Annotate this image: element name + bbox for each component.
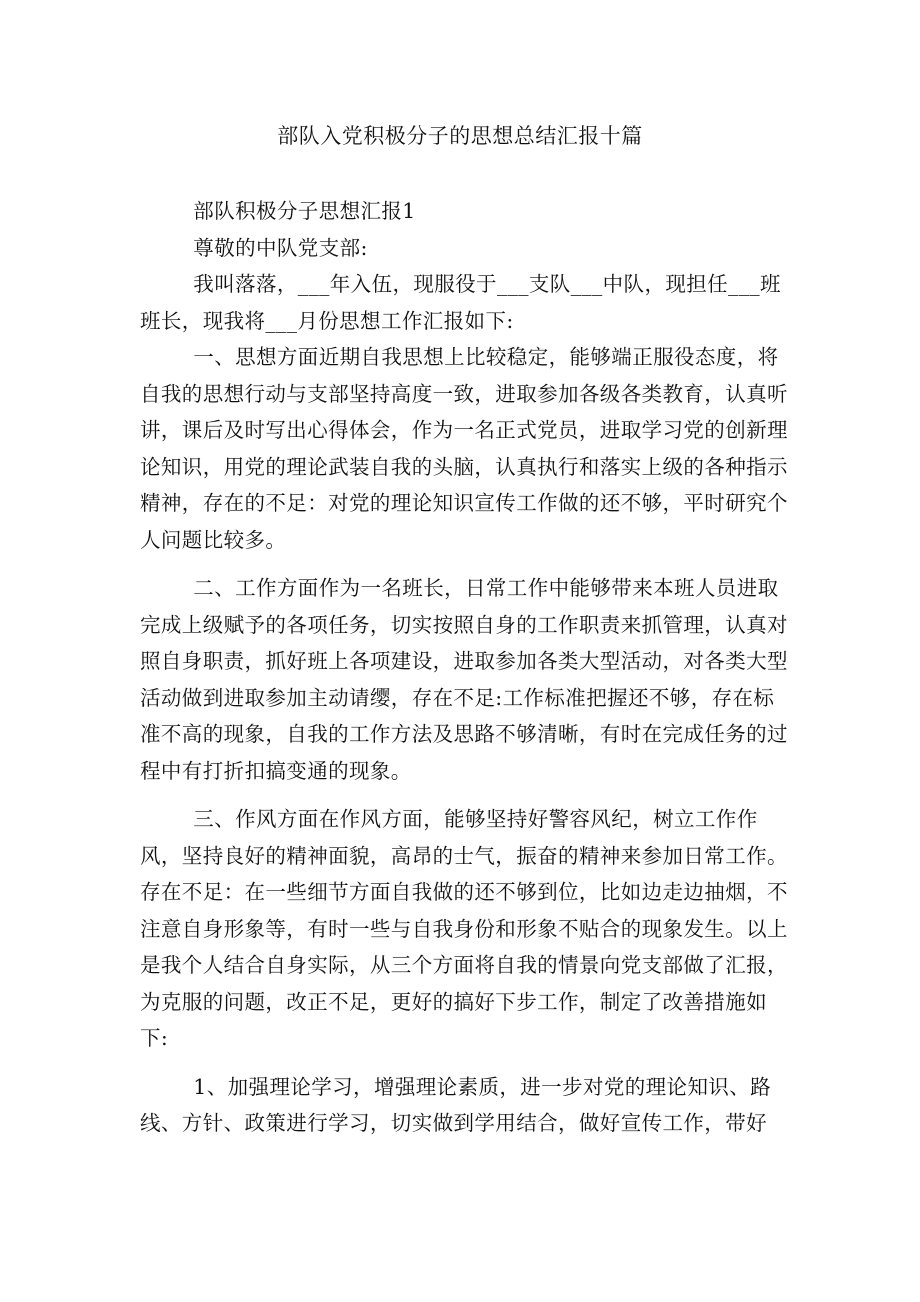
section-heading: 部队积极分子思想汇报1	[193, 199, 416, 223]
paragraph-work: 二、工作方面作为一名班长，日常工作中能够带来本班人员进取完成上级赋予的各项任务，切实按照自身的工作职责来抓管理，认真对照自身职责，抓好班上各项建设，进取参加各类大型活动，对各类大型活动做到进取参加主动请缨，存在不足:工作标准把握还不够，存在标准不高的现象，自我的工作方法及思路不够清晰，有时在完成任务的过程中有打折扣搞变通的现象。	[140, 576, 788, 783]
document-title: 部队入党积极分子的思想总结汇报十篇	[277, 124, 643, 148]
paragraph-intro: 我叫落落，___年入伍，现服役于___支队___中队，现担任___班班长，现我将___月份思想工作汇报如下:	[140, 272, 781, 333]
paragraph-improvement-1: 1、加强理论学习，增强理论素质，进一步对党的理论知识、路线、方针、政策进行学习，切实做到学用结合，做好宣传工作，带好	[140, 1074, 772, 1135]
document-body	[140, 193, 790, 1142]
paragraph-style: 三、作风方面在作风方面，能够坚持好警容风纪，树立工作作风，坚持良好的精神面貌，高昂的士气，振奋的精神来参加日常工作。存在不足：在一些细节方面自我做的还不够到位，比如边走边抽烟，不注意自身形象等，有时一些与自我身份和形象不贴合的现象发生。以上是我个人结合自身实际，从三个方面将自我的情景向党支部做了汇报，为克服的问题，改正不足，更好的搞好下步工作，制定了改善措施如下:	[140, 807, 788, 1050]
paragraph-thought: 一、思想方面近期自我思想上比较稳定，能够端正服役态度，将自我的思想行动与支部坚持高度一致，进取参加各级各类教育，认真听讲，课后及时写出心得体会，作为一名正式党员，进取学习党的创新理论知识，用党的理论武装自我的头脑，认真执行和落实上级的各种指示精神，存在的不足：对党的理论知识宣传工作做的还不够，平时研究个人问题比较多。	[140, 345, 788, 552]
salutation: 尊敬的中队党支部:	[193, 235, 368, 260]
